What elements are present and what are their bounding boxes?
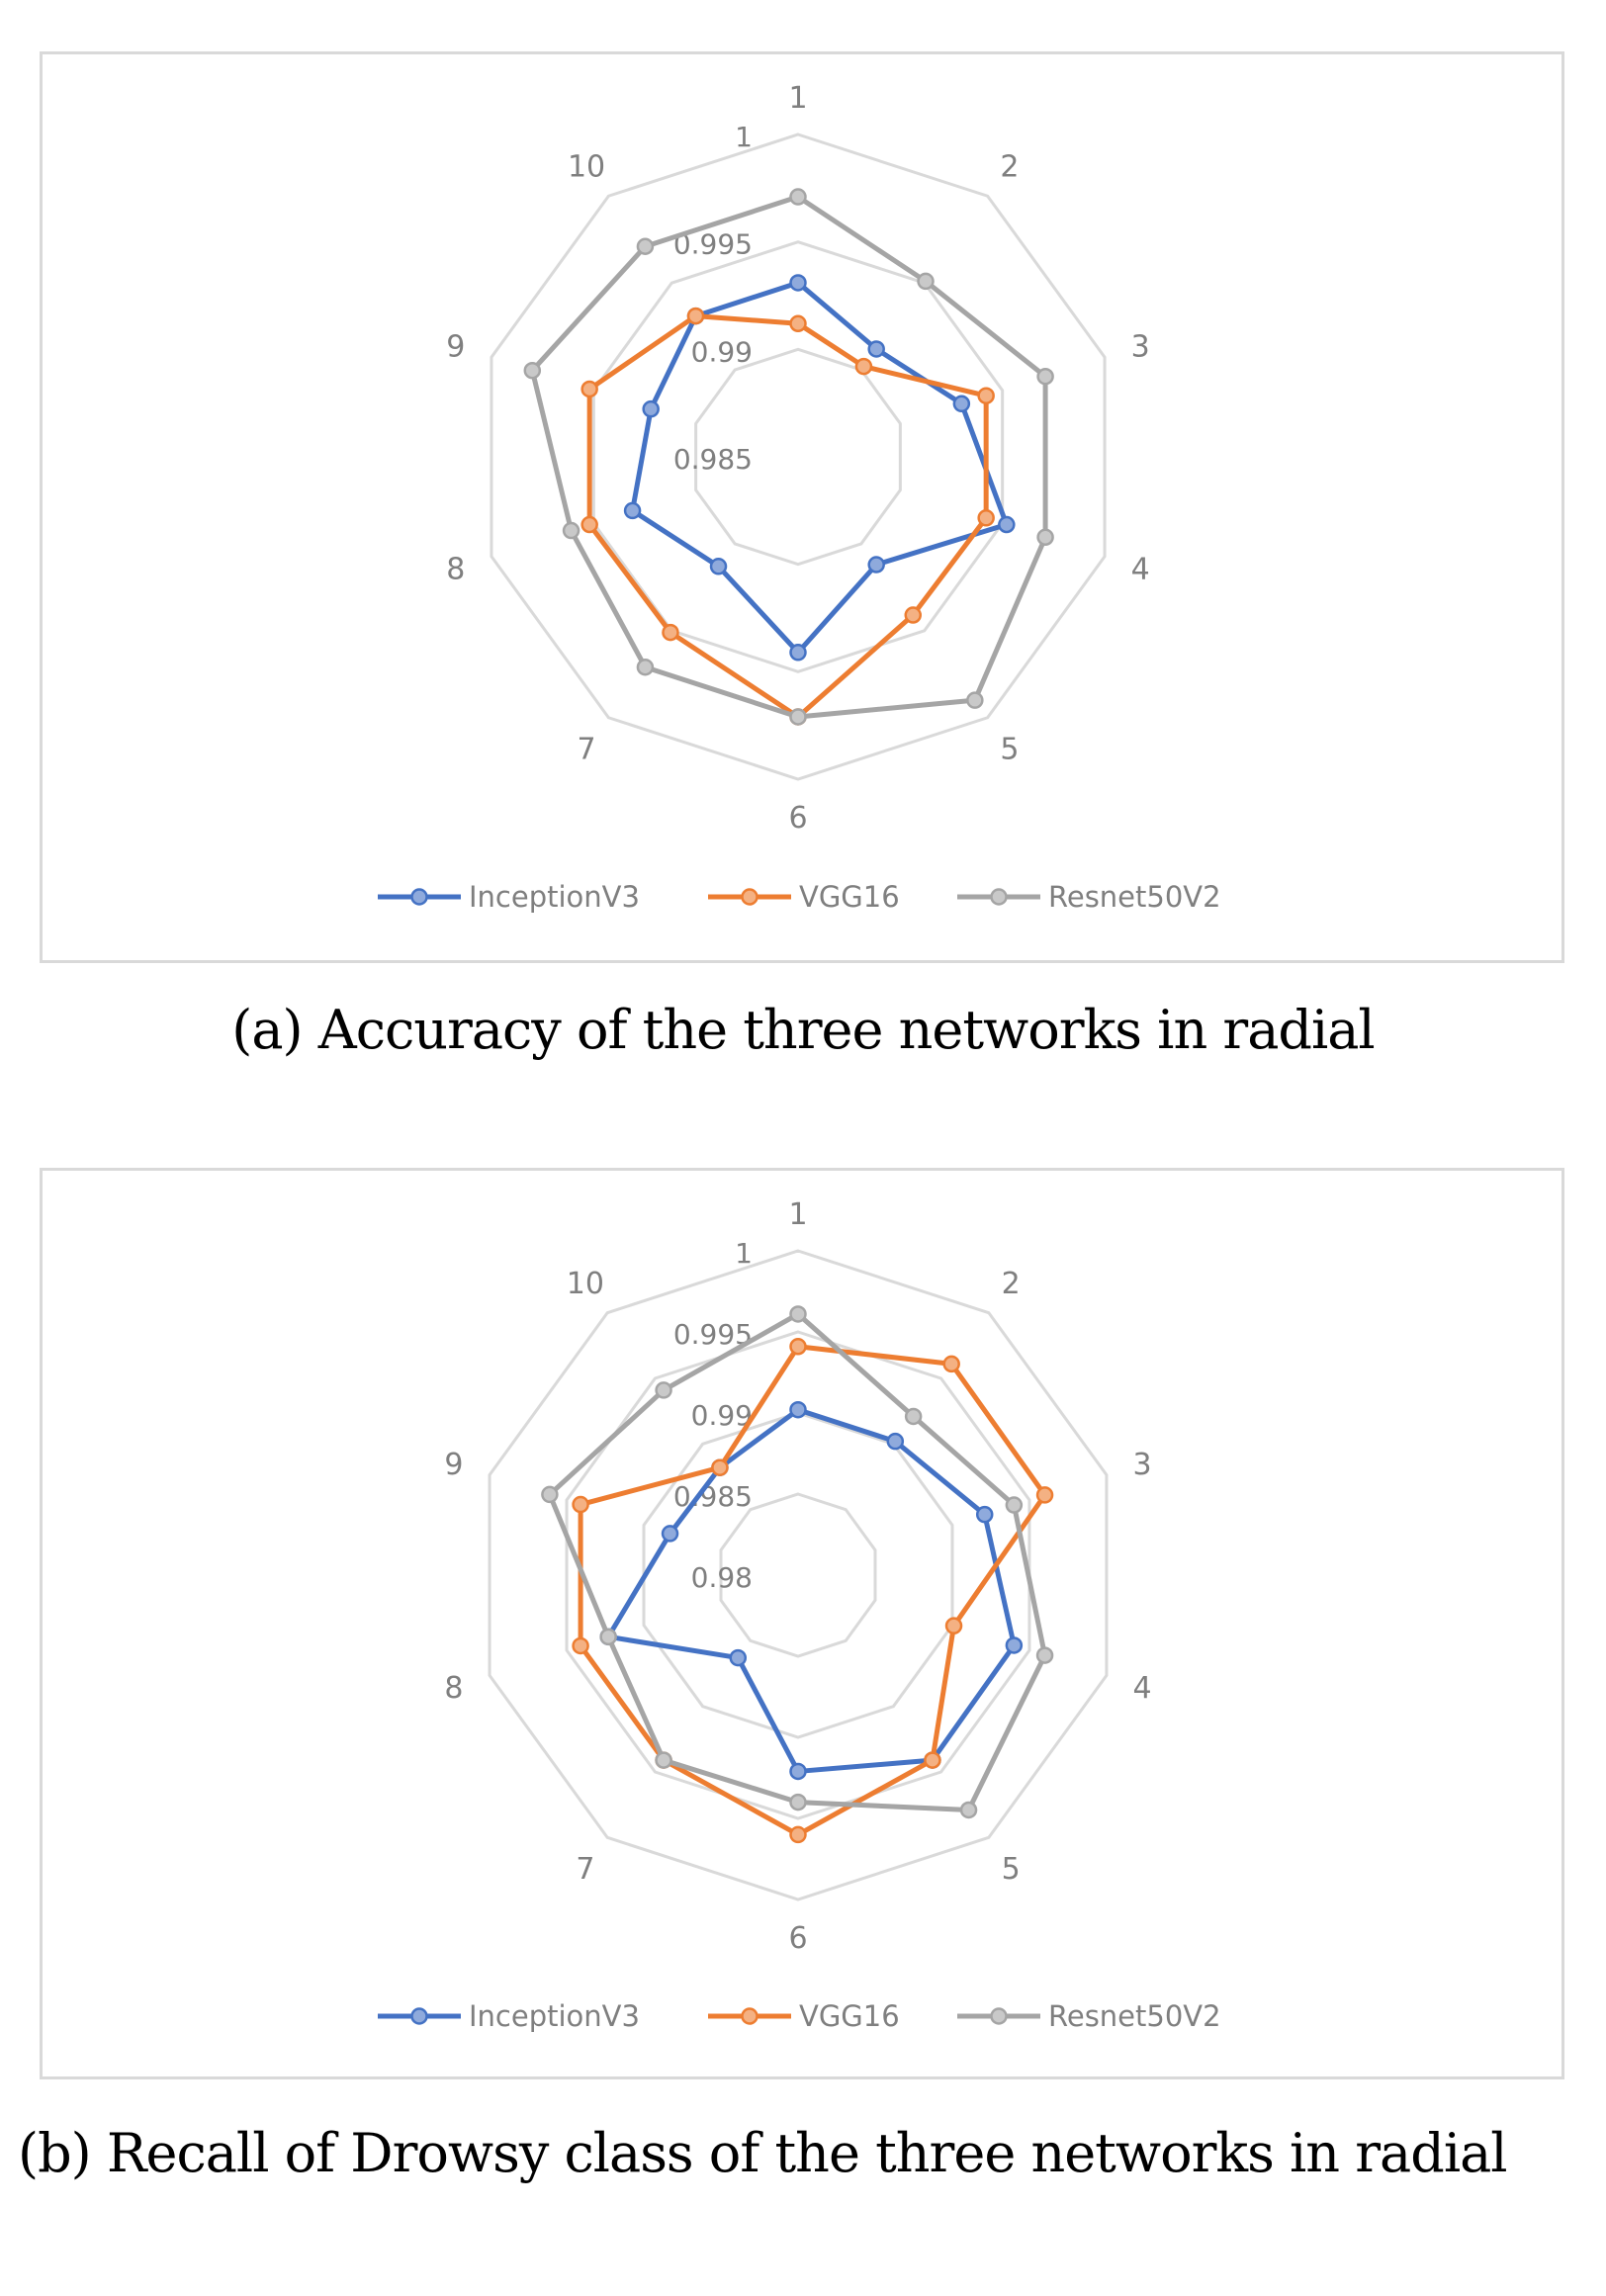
axis-value-label: 0.98 — [690, 1561, 753, 1594]
data-point-marker — [542, 1487, 557, 1502]
data-point-marker — [574, 1638, 588, 1653]
data-point-marker — [791, 1339, 806, 1354]
data-point-marker — [906, 1409, 921, 1424]
legend-label: InceptionV3 — [469, 1999, 640, 2033]
axis-value-label: 0.99 — [690, 335, 753, 369]
legend-label: VGG16 — [799, 880, 900, 914]
category-label: 2 — [1000, 149, 1020, 185]
data-point-marker — [574, 1497, 588, 1512]
category-label: 2 — [1001, 1266, 1021, 1301]
legend-item-inceptionv3 — [378, 1999, 640, 2033]
legend-label: VGG16 — [799, 1999, 900, 2033]
legend-marker-icon — [743, 2009, 758, 2024]
data-point-marker — [712, 1460, 727, 1475]
category-label: 9 — [444, 1447, 464, 1482]
category-label: 3 — [1132, 1447, 1152, 1482]
axis-value-label: 0.995 — [672, 1318, 753, 1351]
legend-label: InceptionV3 — [469, 880, 640, 914]
data-point-marker — [791, 1306, 806, 1321]
data-point-marker — [663, 1526, 677, 1541]
data-point-marker — [731, 1650, 746, 1665]
category-label: 1 — [788, 1197, 808, 1232]
data-point-marker — [977, 1507, 992, 1522]
category-label: 1 — [788, 81, 808, 116]
data-point-marker — [946, 1619, 961, 1634]
data-point-marker — [961, 1803, 976, 1817]
category-label: 5 — [1000, 732, 1020, 767]
data-point-marker — [791, 1764, 806, 1779]
category-label: 6 — [788, 801, 808, 836]
data-point-marker — [888, 1434, 903, 1449]
axis-value-label: 1 — [735, 1237, 753, 1270]
series-resnet50v2 — [542, 1306, 1052, 1817]
legend-label: Resnet50V2 — [1048, 880, 1221, 914]
category-label: 9 — [446, 329, 466, 365]
axis-value-label: 0.985 — [672, 1480, 753, 1513]
category-label: 6 — [788, 1921, 808, 1956]
legend-item-vgg16 — [708, 1999, 900, 2033]
data-point-marker — [925, 1753, 939, 1768]
caption-b: (b) Recall of Drowsy class of the three networks in radial — [18, 2122, 1507, 2184]
data-point-marker — [791, 1402, 806, 1417]
data-point-marker — [601, 1630, 616, 1644]
caption-a: (a) Accuracy of the three networks in radial — [231, 999, 1375, 1061]
category-label: 4 — [1130, 552, 1150, 587]
data-point-marker — [1007, 1498, 1022, 1513]
legend-marker-icon — [992, 2009, 1007, 2024]
category-label: 10 — [566, 1266, 604, 1301]
data-point-marker — [1007, 1637, 1022, 1652]
data-point-marker — [657, 1382, 671, 1397]
legend-item-resnet50v2 — [957, 1999, 1221, 2033]
category-label: 8 — [446, 552, 466, 587]
category-label: 7 — [576, 1852, 595, 1888]
category-label: 10 — [567, 149, 606, 185]
legend-label: Resnet50V2 — [1048, 1999, 1221, 2033]
axis-value-label: 0.995 — [672, 227, 753, 261]
axis-value-label: 1 — [735, 121, 753, 153]
data-point-marker — [1037, 1648, 1052, 1663]
axis-value-label: 0.985 — [672, 443, 753, 476]
category-label: 3 — [1130, 329, 1150, 365]
data-point-marker — [1037, 1487, 1052, 1502]
category-label: 7 — [577, 732, 596, 767]
category-label: 8 — [444, 1671, 464, 1707]
data-point-marker — [791, 1795, 806, 1810]
axis-value-label: 0.99 — [690, 1399, 753, 1432]
data-point-marker — [657, 1753, 671, 1768]
category-label: 4 — [1132, 1671, 1152, 1707]
data-point-marker — [944, 1357, 959, 1371]
data-point-marker — [791, 1827, 806, 1842]
category-label: 5 — [1001, 1852, 1021, 1888]
legend — [378, 1999, 1221, 2033]
legend-marker-icon — [412, 2009, 427, 2024]
